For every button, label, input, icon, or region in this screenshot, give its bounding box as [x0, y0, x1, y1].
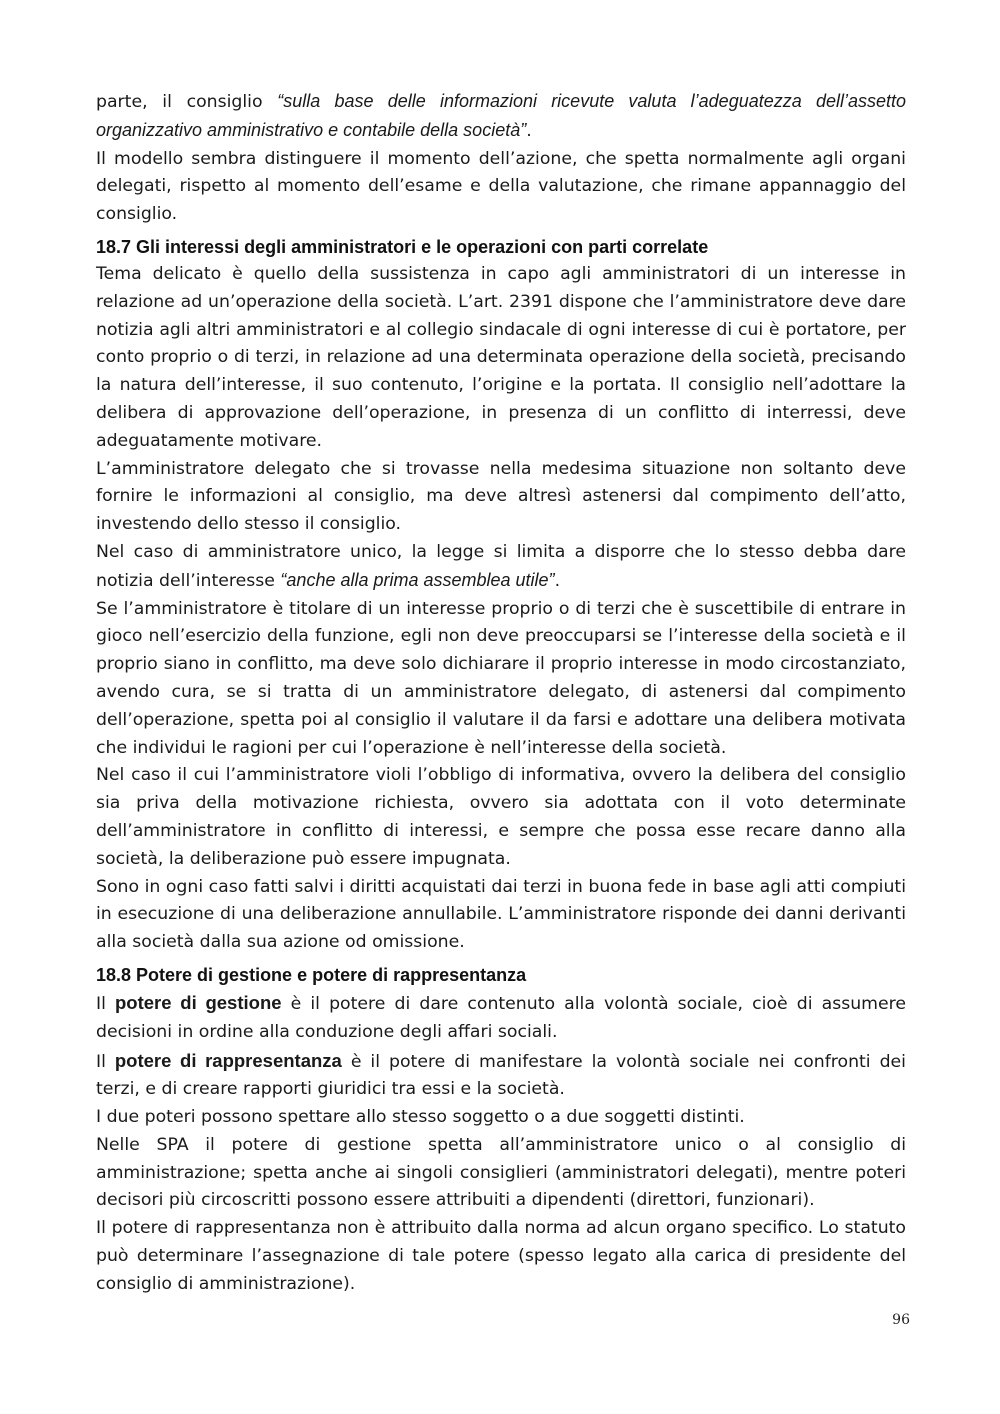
text-run: Il: [96, 1051, 115, 1072]
section-18-8-paragraph-3: I due poteri possono spettare allo stesso soggetto o a due soggetti distinti.: [96, 1107, 745, 1128]
intro-paragraph-2: Il modello sembra distinguere il momento dell’azione, che spetta normalmente agli organi delegati, rispetto al momento dell’esame e della valutazione, che rimane appannaggio del consiglio.: [96, 148, 906, 225]
section-18-7-paragraph-5: Nel caso il cui l’amministratore violi l’obbligo di informativa, ovvero la delibera del consiglio sia priva della motivazione richiesta, ovvero sia adottata con il voto determinate dell’amministratore in conflitto di interessi, e sempre che possa esse recare danno alla società, la deliberazione può essere impugnata.: [96, 765, 906, 869]
text-run: .: [554, 570, 561, 591]
document-page: [96, 88, 906, 1299]
text-run: Il: [96, 993, 115, 1014]
section-18-8-paragraph-5: Il potere di rappresentanza non è attribuito dalla norma ad alcun organo specifico. Lo statuto può determinare l’assegnazione di tale potere (spesso legato alla carica di presidente del consiglio di amministrazione).: [96, 1218, 906, 1294]
section-18-7-paragraph-3: [96, 539, 906, 596]
italic-quote: “sulla base delle informazioni ricevute valuta l’adeguatezza dell’assetto organizzativo amministrativo e contabile della società”: [96, 91, 907, 140]
text-run: Nel caso di amministratore unico, la legge si limita a disporre che lo stesso debba dare notizia dell’interesse: [96, 541, 906, 591]
section-18-7-paragraph-2: L’amministratore delegato che si trovasse nella medesima situazione non soltanto deve fornire le informazioni al consiglio, ma deve altresì astenersi dal compimento dell’atto, investendo dello stesso il consiglio.: [96, 458, 906, 535]
italic-quote: “anche alla prima assemblea utile”: [280, 569, 555, 590]
section-18-7-paragraph-4: Se l’amministratore è titolare di un interesse proprio o di terzi che è suscettibile di entrare in gioco nell’esercizio della funzione, egli non deve preoccuparsi se l’interesse della società e il proprio siano in conflitto, ma deve solo dichiarare il proprio interesse in modo circostanziato, avendo cura, se si tratta di un amministratore delegato, di astenersi dal compimento dell’operazione, spetta poi al consiglio il valutare il da farsi e adottare una delibera motivata che individui le ragioni per cui l’operazione è nell’interesse della società.: [96, 598, 906, 758]
section-heading-18-8: 18.8 Potere di gestione e potere di rappresentanza: [96, 964, 527, 985]
section-18-7-paragraph-1: Tema delicato è quello della sussistenza in capo agli amministratori di un interesse in relazione ad un’operazione della società. L’art. 2391 dispone che l’amministratore deve dare notizia agli altri amministratori e al collegio sindacale di ogni interesse di cui è portatore, per conto proprio o di terzi, in relazione ad una determinata operazione della società, precisando la natura dell’interesse, il suo contenuto, l’origine e la portata. Il consiglio nell’adottare la delibera di approvazione dell’operazione, in presenza di un conflitto di interressi, deve adeguatamente motivare.: [96, 263, 906, 451]
section-18-8-paragraph-1: [96, 989, 906, 1047]
intro-paragraph-1: [96, 88, 906, 146]
section-18-7-paragraph-6: Sono in ogni caso fatti salvi i diritti acquistati dai terzi in buona fede in base agli atti compiuti in esecuzione di una deliberazione annullabile. L’amministratore risponde dei danni derivanti alla società dalla sua azione od omissione.: [96, 876, 906, 953]
text-run: .: [526, 120, 532, 141]
section-heading-18-7: 18.7 Gli interessi degli amministratori e le operazioni con parti correlate: [96, 236, 709, 257]
section-18-8-paragraph-2: [96, 1047, 906, 1105]
bold-term: potere di gestione: [115, 991, 282, 1013]
section-18-8-paragraph-4: Nelle SPA il potere di gestione spetta all’amministratore unico o al consiglio di amministrazione; spetta anche ai singoli consiglieri (amministratori delegati), mentre poteri decisori più circoscritti possono essere attribuiti a dipendenti (direttori, funzionari).: [96, 1134, 906, 1211]
page-number: 96: [892, 1312, 910, 1328]
text-run: è il potere di dare contenuto alla volontà sociale, cioè di assumere decisioni in ordine alla conduzione degli affari sociali.: [96, 993, 906, 1042]
bold-term: potere di rappresentanza: [114, 1049, 342, 1071]
text-run: è il potere di manifestare la volontà sociale nei confronti dei terzi, e di creare rapporti giuridici tra essi e la società.: [96, 1051, 906, 1100]
text-run: parte, il consiglio: [96, 92, 278, 112]
